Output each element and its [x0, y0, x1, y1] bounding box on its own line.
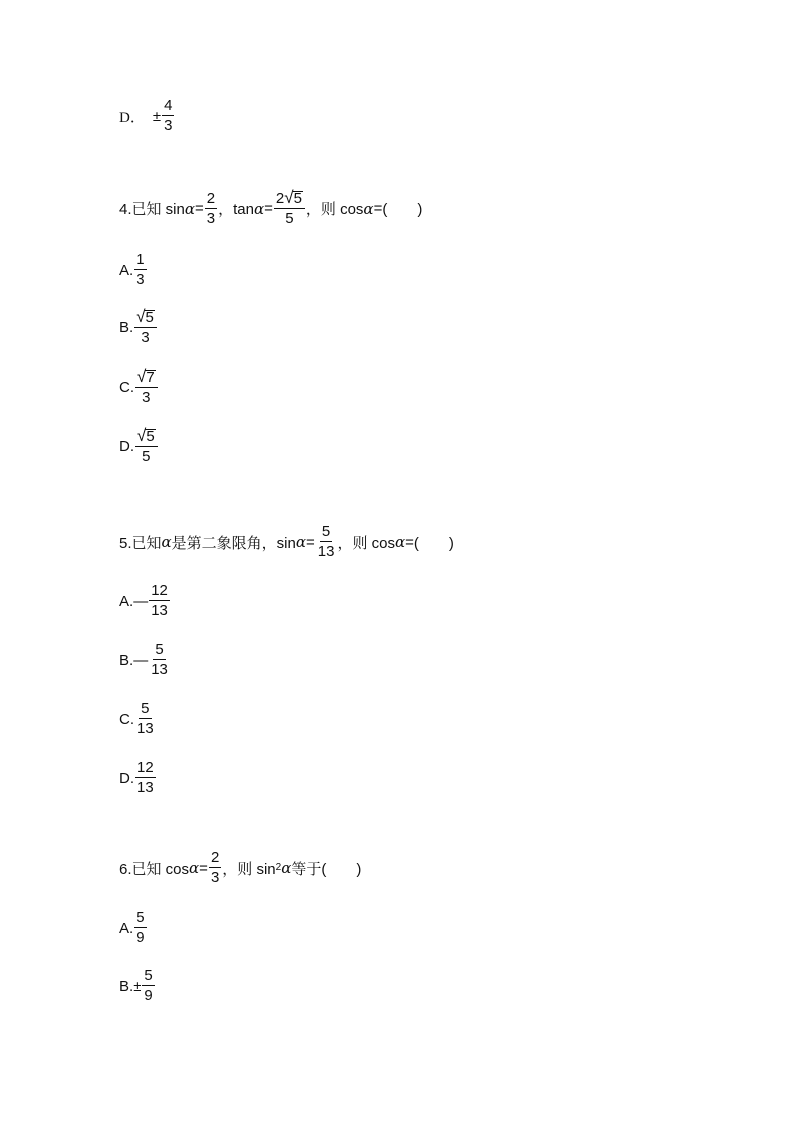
q4-option-b [119, 309, 158, 346]
fraction [142, 968, 154, 1004]
option-sign: ± [152, 107, 162, 125]
q6-tail: 等于 [291, 860, 322, 878]
q5-middle: 是第二象限角，sin [171, 534, 296, 552]
option-label: C. [119, 379, 134, 396]
denominator: 13 [151, 602, 168, 619]
denominator: 13 [151, 661, 168, 678]
q6-option-b [119, 968, 156, 1004]
option-sign: ± [133, 977, 142, 995]
radicand: 5 [293, 190, 302, 207]
option-label: D. [119, 438, 134, 455]
q3-option-d [119, 98, 175, 134]
option-label: D． [119, 109, 145, 126]
fraction [162, 98, 174, 134]
numerator: 5 [144, 967, 153, 984]
denominator: 3 [142, 389, 151, 406]
numerator: 12 [137, 759, 154, 776]
answer-blank: ( ) [382, 201, 423, 218]
denominator: 13 [137, 720, 154, 737]
numerator: 5 [321, 523, 331, 540]
alpha-symbol: α [363, 199, 374, 218]
option-label: A. [119, 919, 134, 937]
option-sign: — [133, 592, 149, 610]
option-label: B. [119, 977, 134, 995]
coefficient: 2 [275, 190, 285, 207]
numerator: 5 [155, 641, 164, 658]
square-root: √ 5 [137, 426, 155, 445]
numerator: 5 [136, 909, 145, 926]
fraction [135, 369, 158, 406]
alpha-symbol: α [161, 533, 172, 551]
option-label: A. [119, 592, 134, 610]
fraction [149, 642, 170, 678]
alpha-symbol: α [281, 859, 292, 877]
fraction [316, 524, 337, 560]
q5-then: ，则 cos [337, 534, 395, 552]
equals: = [199, 859, 208, 877]
q4-option-d [119, 428, 159, 465]
fraction [135, 701, 156, 737]
fraction [134, 309, 157, 346]
numerator: 5 [141, 700, 150, 717]
fraction [149, 583, 170, 619]
numerator [134, 309, 157, 328]
q6-stem: 6.已知 cos α = $\frac{2}{3}$ ，则 sin 2 α 等于 ( ) [119, 849, 362, 886]
option-label: A. [119, 261, 134, 279]
equals: = [264, 200, 273, 217]
answer-blank: ( ) [321, 860, 362, 878]
denominator: 9 [144, 987, 153, 1004]
denominator: 3 [136, 271, 145, 288]
alpha-symbol: α [295, 533, 306, 551]
q6-then: ，则 sin [222, 860, 276, 878]
answer-blank: ( ) [413, 534, 454, 552]
q5-option-c [119, 701, 157, 737]
denominator: 3 [206, 209, 216, 227]
denominator: 3 [141, 329, 150, 346]
fraction [135, 760, 156, 796]
q6-option-a [119, 910, 148, 946]
equals: = [405, 533, 414, 551]
radicand: 5 [146, 428, 155, 445]
alpha-symbol: α [189, 859, 200, 877]
denominator: 3 [210, 869, 220, 886]
fraction [274, 190, 305, 227]
option-label: D. [119, 769, 134, 787]
denominator: 13 [137, 779, 154, 796]
denominator: 9 [136, 929, 145, 946]
denominator: 3 [164, 117, 173, 134]
numerator: 1 [136, 251, 145, 268]
denominator: 5 [142, 448, 151, 465]
q5-prefix: 5.已知 [119, 534, 162, 552]
radicand: 5 [145, 309, 154, 326]
alpha-symbol: α [394, 533, 406, 551]
fraction [209, 850, 221, 886]
fraction [134, 252, 146, 288]
q4-tan: ，tan [218, 201, 254, 218]
q4-option-a [119, 252, 148, 288]
equals: = [305, 533, 315, 551]
denominator: 13 [317, 543, 335, 560]
q5-option-a [119, 583, 171, 619]
fraction [205, 191, 217, 227]
q4-then: ，则 cos [305, 201, 364, 218]
denominator: 5 [285, 210, 294, 227]
q4-stem [119, 190, 422, 227]
option-label: B. [119, 651, 134, 669]
q6-prefix: 6.已知 cos [119, 860, 190, 878]
numerator [135, 369, 158, 388]
square-root: √ 7 [137, 367, 155, 386]
equals: = [195, 200, 204, 217]
q5-option-b [119, 642, 171, 678]
numerator: 12 [151, 582, 168, 599]
q5-stem [119, 524, 454, 560]
square-root: √ 5 [136, 307, 154, 326]
radicand: 7 [146, 369, 155, 386]
numerator [135, 428, 158, 447]
q5-option-d [119, 760, 157, 796]
fraction [134, 910, 146, 946]
numerator: 4 [164, 97, 173, 114]
numerator [274, 190, 305, 209]
q4-prefix: 4.已知 sin [119, 201, 185, 218]
alpha-symbol: α [253, 199, 265, 218]
square-root: √ 5 [284, 188, 302, 207]
equals: = [373, 200, 383, 217]
q4-option-c [119, 369, 159, 406]
numerator: 2 [206, 189, 216, 207]
numerator: 2 [210, 849, 220, 866]
alpha-symbol: α [184, 199, 195, 218]
option-label: C. [119, 710, 134, 728]
option-label: B. [119, 319, 134, 336]
fraction [135, 428, 158, 465]
option-sign: — [133, 651, 149, 669]
